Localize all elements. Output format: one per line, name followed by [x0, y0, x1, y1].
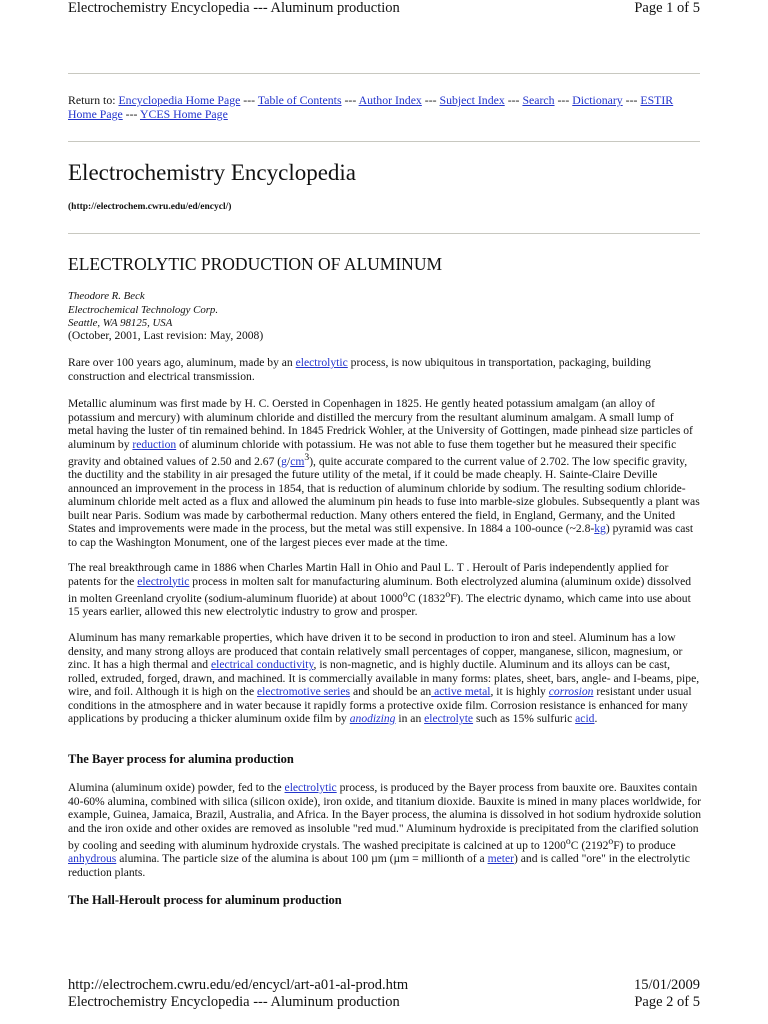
paragraph-text: C (1832: [407, 591, 446, 605]
paragraph-text: F) to produce: [613, 838, 676, 852]
nav-link-search[interactable]: Search: [522, 93, 555, 107]
nav-link-yces-home[interactable]: YCES Home Page: [139, 106, 228, 121]
link-reduction[interactable]: reduction: [132, 437, 177, 451]
footer-date: 15/01/2009: [633, 977, 700, 993]
divider: [68, 141, 700, 142]
author-block: [68, 290, 218, 331]
degree-sign: o: [445, 589, 451, 600]
paragraph-text: such as 15% sulfuric: [473, 712, 576, 725]
paragraph-text: ) pyramid was cast to cap the Washington Monument, one of the largest pieces ever made at the time.: [68, 522, 694, 549]
link-kg[interactable]: kg: [594, 522, 606, 536]
link-anhydrous[interactable]: anhydrous: [68, 852, 117, 866]
nav-separator: ---: [125, 106, 138, 121]
page-number: Page 1 of 5: [634, 0, 700, 16]
nav-link-subject-index[interactable]: Subject Index: [439, 93, 505, 107]
nav-separator: ---: [424, 93, 437, 107]
nav-separator: ---: [344, 93, 357, 107]
paragraph-text: Alumina (aluminum oxide) powder, fed to the: [68, 781, 285, 794]
nav-link-table-of-contents[interactable]: Table of Contents: [257, 93, 342, 107]
paragraph-text: resistant under usual conditions in the atmosphere and in water because it rapidly forms a protective oxide film. Corrosion resistance is enhanced for many applications by producing a thicker aluminum oxide film by: [68, 685, 692, 725]
paragraph-text: C (2192: [570, 838, 609, 852]
link-active-metal[interactable]: active metal: [431, 685, 491, 698]
paragraph-text: Aluminum has many remarkable properties, which have driven it to be second in production to iron and steel. Aluminum has a low density, and many strong alloys are produced that contain relatively small percentages of copper, manganese, silicon, magnesium, or zinc. It has a high thermal and: [68, 631, 683, 671]
print-header: [68, 0, 700, 17]
section-heading-hall-heroult: The Hall-Heroult process for aluminum production: [68, 893, 342, 907]
page-number: Page 2 of 5: [634, 994, 700, 1010]
paragraph-history: [68, 397, 702, 549]
article-title: ELECTROLYTIC PRODUCTION OF ALUMINUM: [68, 254, 443, 274]
nav-separator: ---: [557, 93, 570, 107]
author-company: Electrochemical Technology Corp.: [68, 303, 219, 316]
nav-prefix: Return to:: [68, 93, 116, 107]
paragraph-properties: [68, 631, 702, 726]
site-url: (http://electrochem.cwru.edu/ed/encycl/): [68, 202, 232, 212]
link-meter[interactable]: meter: [487, 852, 514, 866]
link-acid[interactable]: acid: [575, 712, 595, 725]
print-header-next: [68, 994, 700, 1011]
link-corrosion[interactable]: corrosion: [548, 685, 594, 698]
author-location: Seattle, WA 98125, USA: [68, 317, 173, 329]
link-electrolytic[interactable]: electrolytic: [284, 781, 337, 794]
print-header-title: Electrochemistry Encyclopedia --- Aluminum production: [68, 994, 400, 1010]
divider: [68, 233, 700, 234]
link-anodizing[interactable]: anodizing: [349, 712, 396, 725]
paragraph-text: process in molten salt for manufacturing aluminum. Both electrolyzed alumina (aluminum oxide) dissolved in molten Greenland cryolite (sodium-aluminum fluoride) at about 1000: [68, 574, 692, 605]
paragraph-breakthrough: [68, 561, 702, 619]
paragraph-text: , is non-magnetic, and is highly ductile. Aluminum and its alloys can be cast, rolled, extruded, forged, drawn, and machined. It is commercially available in many forms: plates, sheet, bars, angle- and I-beams, pipe, wire, and foil. Although it is high on the: [68, 658, 700, 698]
nav-link-encyclopedia-home[interactable]: Encyclopedia Home Page: [118, 93, 241, 107]
paragraph-text: process, is now ubiquitous in transportation, packaging, building construction and electrical transmission.: [68, 356, 651, 383]
degree-sign: o: [608, 836, 614, 847]
link-electrolytic[interactable]: electrolytic: [137, 574, 190, 588]
link-cm[interactable]: cm: [290, 454, 305, 468]
paragraph-intro: [68, 356, 702, 383]
nav-separator: ---: [625, 93, 638, 107]
footer-url: http://electrochem.cwru.edu/ed/encycl/art-a01-al-prod.htm: [68, 977, 409, 993]
degree-sign: o: [402, 589, 408, 600]
divider: [68, 73, 700, 74]
paragraph-text: Rare over 100 years ago, aluminum, made by an: [68, 356, 296, 369]
paragraph-text: Metallic aluminum was first made by H. C. Oersted in Copenhagen in 1825. He gently heated potassium amalgam (an alloy of potassium and mercury) with aluminum chloride and distilled the mercury from the resultant aluminum amalgam. A small lump of metal having the luster of tin remained behind. In 1845 Fredrick Wohler, at the University of Gottingen, made pinhead size particles of aluminum by: [68, 397, 693, 451]
revision-date: (October, 2001, Last revision: May, 2008): [68, 329, 264, 342]
site-title: Electrochemistry Encyclopedia: [68, 160, 357, 185]
degree-sign: o: [565, 836, 571, 847]
nav-link-author-index[interactable]: Author Index: [358, 93, 422, 107]
link-g[interactable]: g: [281, 454, 287, 468]
paragraph-text: process, is produced by the Bayer process from bauxite ore. Bauxites contain 40-60% alumina, combined with silica (silicon oxide), iron oxide, and titanium dioxide. Bauxite is mined in many places worldwide, for example, Guinea, Jamaica, Brazil, Australia, and Africa. In the Bayer process, the alumina is dissolved in hot sodium hydroxide solution and the iron oxide and other oxides are removed as insoluble "red mud." Aluminum hydroxide is precipitated from the clarified solution by cooling and seeding with aluminum hydroxide crystals. The washed precipitate is calcined at up to 1200: [68, 781, 702, 852]
paragraph-text: ) and is called "ore" in the electrolytic reduction plants.: [68, 852, 690, 879]
nav-separator: ---: [507, 93, 520, 107]
paragraph-text: alumina. The particle size of the alumina is about 100 µm (µm = millionth of a: [116, 852, 488, 866]
nav-link-dictionary[interactable]: Dictionary: [572, 93, 623, 107]
link-electrolytic[interactable]: electrolytic: [295, 356, 348, 369]
paragraph-text: F). The electric dynamo, which came into use about 15 years earlier, allowed this new electrolytic industry to grow and prosper.: [68, 591, 691, 619]
paragraph-text: The real breakthrough came in 1886 when Charles Martin Hall in Ohio and Paul L. T . Heroult of Paris independently applied for patents for the: [68, 561, 669, 588]
superscript: 3: [304, 452, 310, 463]
nav-separator: ---: [243, 93, 256, 107]
print-footer: [68, 977, 700, 994]
paragraph-text: ), quite accurate compared to the current value of 2.702. The low specific gravity, the ductility and the stability in air presaged the future utility of the metal, if it could be made cheaply. H. Sainte-Claire Deville announced an improvement in the process in 1854, that is reduction of aluminum chloride by sodium. The resulting sodium chloride-aluminum chloride melt acted as a flux and allowed the aluminum pin heads to fuse into marble-size globules. Subsequently a plant was built near Paris. Sodium was made by carbothermal reduction. Many others entered the field, in England, Germany, and the United States and improvements were made in the process, but the metal was still expensive. In 1884 a 100-ounce (~2.8-: [68, 454, 700, 536]
paragraph-text: , it is highly: [490, 685, 549, 698]
link-electromotive-series[interactable]: electromotive series: [257, 685, 351, 698]
print-header-title: Electrochemistry Encyclopedia --- Aluminum production: [68, 0, 400, 16]
paragraph-text: /: [286, 454, 291, 468]
paragraph-text: and should be an: [350, 685, 432, 698]
paragraph-text: .: [594, 712, 598, 725]
nav-link-estir-home[interactable]: ESTIR Home Page: [68, 93, 674, 121]
author-name: Theodore R. Beck: [68, 290, 145, 302]
paragraph-text: of aluminum chloride with potassium. He was not able to fuse them together but he measured their specific gravity and obtained values of 2.50 and 2.67 (: [68, 437, 677, 468]
nav-bar: [68, 94, 702, 121]
paragraph-bayer: [68, 781, 702, 879]
link-electrical-conductivity[interactable]: electrical conductivity: [210, 658, 314, 671]
section-heading-bayer: The Bayer process for alumina production: [68, 752, 294, 766]
paragraph-text: in an: [395, 712, 425, 725]
link-electrolyte[interactable]: electrolyte: [424, 712, 474, 725]
